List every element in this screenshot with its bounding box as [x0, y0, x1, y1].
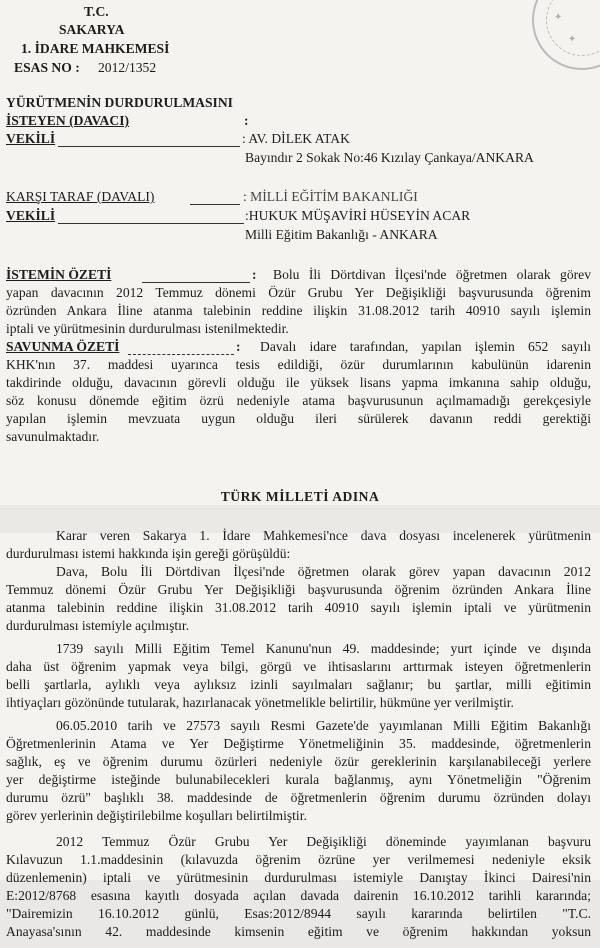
decision-line: durdurulması istemiyle açılmıştır. — [6, 618, 190, 633]
decision-line: E:2012/8768 esasına kayıtlı dosyada açılan davada dairenin 16.10.2012 tarihli kararında; — [6, 888, 591, 903]
defendant-label-rule — [190, 204, 240, 205]
decision-line: Anayasa'sının 42. maddesinde kimsenin eğitim ve öğrenim hakkından yoksun — [6, 924, 591, 939]
summary-colon: : — [252, 267, 257, 282]
defendant-name: : MİLLİ EĞİTİM BAKANLIĞI — [243, 189, 418, 204]
summary-label: İSTEMİN ÖZETİ — [6, 267, 112, 282]
decision-line: Kılavuzun 1.1.maddesinin (kılavuzda öğrenim özrüne yer verilmemesi nedeniyle eksik — [6, 852, 591, 867]
plaintiff-rep-underline — [58, 146, 240, 147]
header-country: T.C. — [84, 4, 109, 19]
decision-line: "Dairemizin 16.10.2012 günlü, Esas:2012/8944 sayılı kararında belirtilen "T.C. — [6, 906, 591, 921]
plaintiff-rep-address: Bayındır 2 Sokak No:46 Kızılay Çankaya/ANKARA — [245, 150, 534, 165]
defense-line: söz konusu dönemde eğitim özrü nedeniyle atama başvurusunun açılmamadığı gerekçesiyle — [6, 393, 591, 408]
decision-line: Temmuz dönemi Özür Grubu Yer Değişikliği başvurusunda öğrenim özründen Ankara İline — [6, 582, 591, 597]
summary-rule — [142, 282, 250, 283]
plaintiff-rep-label: VEKİLİ — [6, 131, 56, 146]
header-court: 1. İDARE MAHKEMESİ — [21, 41, 170, 56]
decision-line: 2012 Temmuz Özür Grubu Yer Değişikliği döneminde yayımlanan başvuru — [56, 834, 591, 849]
parties-heading: YÜRÜTMENİN DURDURULMASINI — [6, 95, 233, 110]
defense-colon: : — [236, 339, 241, 354]
plaintiff-colon: : — [244, 113, 249, 128]
decision-line: Öğretmenlerinin Atama ve Yer Değiştirme Yönetmeliğinin 35. maddesinde, öğretmenlerin — [6, 736, 591, 751]
defendant-label: KARŞI TARAF (DAVALI) — [6, 189, 155, 204]
decision-line: 1739 sayılı Milli Eğitim Temel Kanunu'nun 49. maddesinde; yurt içinde ve dışında — [56, 641, 591, 656]
decision-line: sağlık, eş ve öğrenim durumu özürleri nedeniyle özür gereklerinin karşılanabileceği yerlere — [6, 754, 591, 769]
decision-line: durdurulması istemi hakkında işin gereği görüşüldü: — [6, 546, 291, 561]
defendant-rep-underline — [58, 223, 244, 224]
decision-line: yer değiştirme isteğinde bulunabilecekleri kurala bağlanmış, aynı Yönetmeliğin "Öğrenim — [6, 772, 591, 787]
decision-line: Karar veren Sakarya 1. İdare Mahkemesi'nce dava dosyası incelenerek yürütmenin — [56, 528, 591, 543]
header-city: SAKARYA — [59, 22, 125, 37]
summary-line: yapan davacının 2012 Temmuz dönemi Özür Grubu Yer Değişikliği başvurusunda öğrenim — [6, 285, 591, 300]
decision-line: Dava, Bolu İli Dörtdivan İlçesi'nde öğretmen olarak görev yapan davacının 2012 — [56, 564, 591, 579]
decision-line: belli şartlarla, aylıklı veya aylıksız izinli sayılmaları sağlanır; bu şartlar, milli eğitimin — [6, 677, 591, 692]
summary-line: özründen Ankara İline atanma talebinin reddine ilişkin 31.08.2012 tarih 40910 sayılı işlemin — [6, 303, 591, 318]
defense-label: SAVUNMA ÖZETİ — [6, 339, 120, 354]
esas-label: ESAS NO : — [14, 60, 80, 75]
decision-line: düzenlemenin) iptali ve yürütmesinin durdurulması istemiyle Danıştay İkinci Dairesi'nin — [6, 870, 591, 885]
plaintiff-rep-name: : AV. DİLEK ATAK — [242, 131, 350, 146]
defendant-rep-name: :HUKUK MÜŞAVİRİ HÜSEYİN ACAR — [245, 208, 471, 223]
plaintiff-label: İSTEYEN (DAVACI) — [6, 113, 130, 128]
decision-heading: TÜRK MİLLETİ ADINA — [220, 489, 380, 504]
defense-line: takdirinde olduğu, davacının görevli olduğu ile yüksek lisans yapma imkanına sahip olduğu, — [6, 375, 591, 390]
decision-line: ihtiyaçları gözönünde tutularak, hazırlanacak yönetmelikle belirtilir, hükmüne yer verilmiştir. — [6, 695, 514, 710]
court-seal: ✦ ✦ — [532, 0, 600, 70]
summary-line: iptali ve yürütmesinin durdurulması istenilmektedir. — [6, 321, 289, 336]
defense-line: savunulmaktadır. — [6, 429, 100, 444]
defendant-rep-address: Milli Eğitim Bakanlığı - ANKARA — [245, 227, 438, 242]
decision-line: durumu özrü" başlıklı 38. maddesinde de öğretmenlerin öğrenim durumu özründen dolayı — [6, 790, 591, 805]
defense-line: yapılan işlemin mevzuata uygun olduğu ileri sürülerek davanın reddi gerektiği — [6, 411, 591, 426]
decision-line: görev yerlerinin değiştirilebilme koşulları belirtilmiştir. — [6, 808, 307, 823]
esas-value: 2012/1352 — [98, 60, 157, 75]
defense-line: Davalı idare tarafından, yapılan işlemin 652 sayılı — [260, 339, 591, 354]
summary-line: Bolu İli Dörtdivan İlçesi'nde öğretmen olarak görev — [273, 267, 591, 282]
decision-line: daha üst öğrenim yapmak veya bilgi, görgü ve ihtisaslarını arttırmak isteyen öğretmenlerin — [6, 659, 591, 674]
defendant-rep-label: VEKİLİ — [6, 208, 56, 223]
decision-line: 06.05.2010 tarih ve 27573 sayılı Resmi Gazete'de yayımlanan Milli Eğitim Bakanlığı — [56, 718, 591, 733]
defense-rule — [128, 354, 234, 355]
defense-line: KHK'nın 37. maddesi uyarınca tesis edildiği, özür durumlarının kabulünün idarenin — [6, 357, 591, 372]
decision-line: atanma talebinin reddine ilişkin 31.08.2012 tarih 40910 sayılı işlemin iptali ve yürütmenin — [6, 600, 591, 615]
